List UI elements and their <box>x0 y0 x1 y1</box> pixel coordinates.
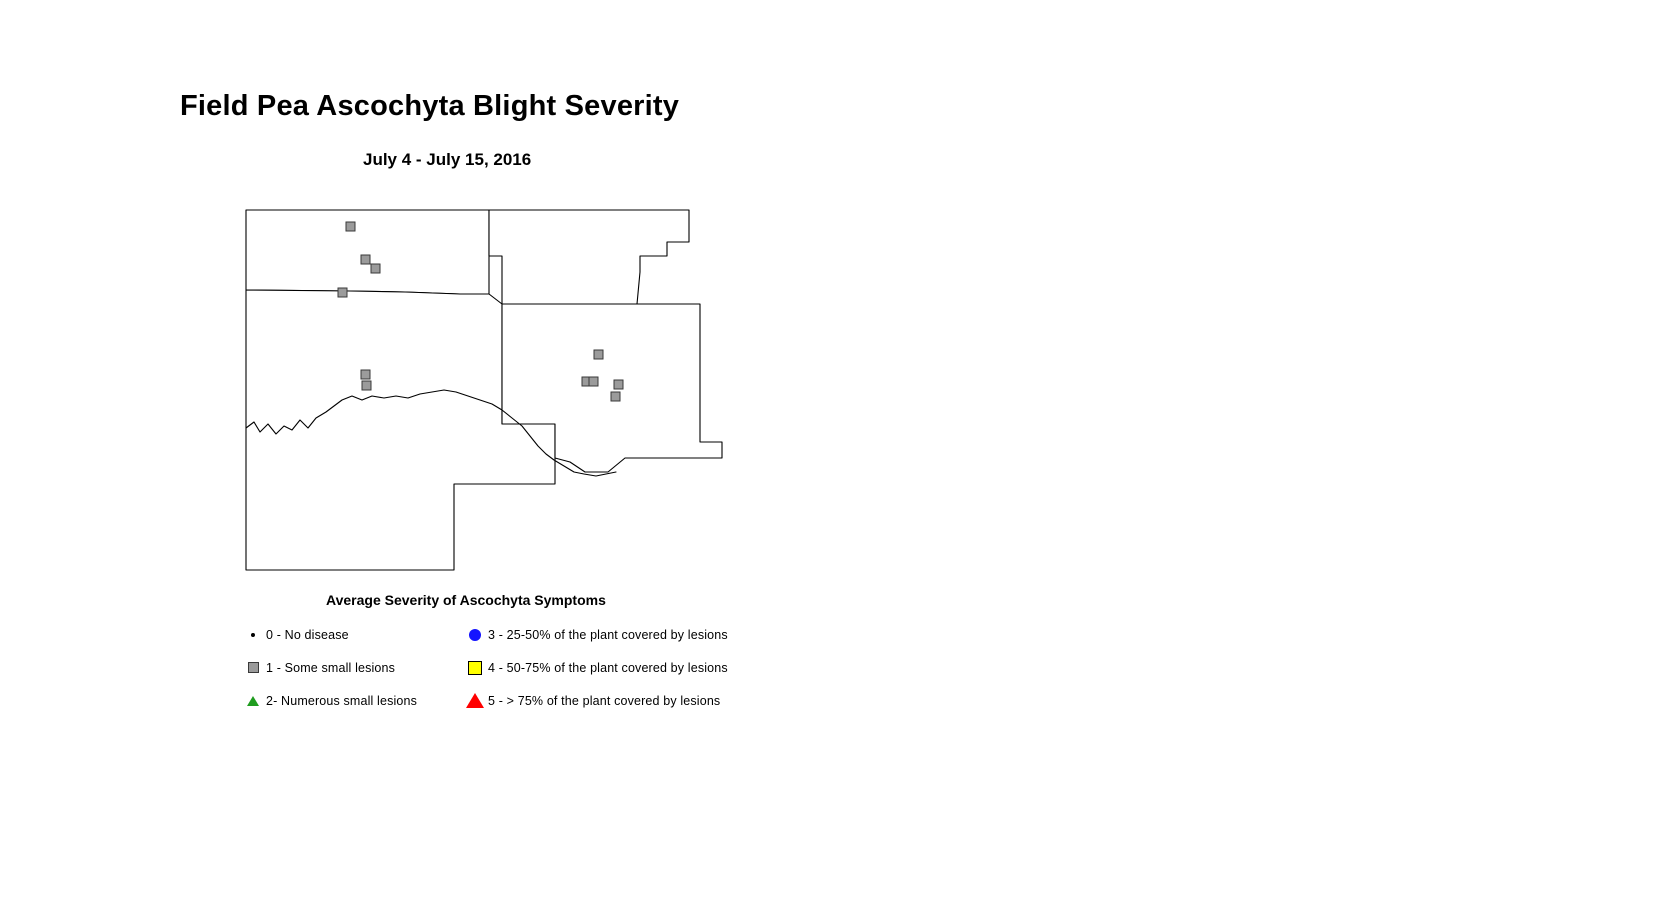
legend-title: Average Severity of Ascochyta Symptoms <box>326 592 606 608</box>
legend-item-severity-1 <box>240 651 480 684</box>
marker-severity-1 <box>589 377 598 386</box>
legend-item-label: 2- Numerous small lesions <box>266 693 418 708</box>
county-outline-northeast-top <box>489 210 689 304</box>
marker-severity-1 <box>371 264 380 273</box>
dot-black-icon <box>240 625 266 645</box>
legend-column-right <box>462 618 762 717</box>
marker-severity-1 <box>614 380 623 389</box>
legend-item-severity-0 <box>240 618 480 651</box>
square-yellow-icon <box>462 658 488 678</box>
marker-severity-1 <box>361 255 370 264</box>
marker-severity-1 <box>346 222 355 231</box>
legend-item-severity-4 <box>462 651 762 684</box>
marker-severity-1 <box>338 288 347 297</box>
map-canvas <box>230 200 750 590</box>
triangle-red-icon <box>462 691 488 711</box>
page-title: Field Pea Ascochyta Blight Severity <box>180 90 680 122</box>
legend-item-severity-5 <box>462 684 762 717</box>
legend-item-label: 1 - Some small lesions <box>266 660 396 675</box>
legend-item-label: 3 - 25-50% of the plant covered by lesions <box>488 627 728 642</box>
marker-severity-1 <box>594 350 603 359</box>
legend-item-label: 0 - No disease <box>266 627 349 642</box>
legend-item-label: 4 - 50-75% of the plant covered by lesions <box>488 660 728 675</box>
county-outline-northwest-top <box>246 210 489 294</box>
legend-item-label: 5 - > 75% of the plant covered by lesions <box>488 693 721 708</box>
marker-severity-1 <box>611 392 620 401</box>
marker-severity-1 <box>361 370 370 379</box>
date-range-subtitle: July 4 - July 15, 2016 <box>363 150 532 169</box>
legend-item-severity-2 <box>240 684 480 717</box>
circle-blue-icon <box>462 625 488 645</box>
legend-item-severity-3 <box>462 618 762 651</box>
square-gray-icon <box>240 658 266 678</box>
marker-severity-1 <box>362 381 371 390</box>
legend-column-left <box>240 618 480 717</box>
county-map-svg <box>230 200 750 590</box>
triangle-green-icon <box>240 691 266 711</box>
